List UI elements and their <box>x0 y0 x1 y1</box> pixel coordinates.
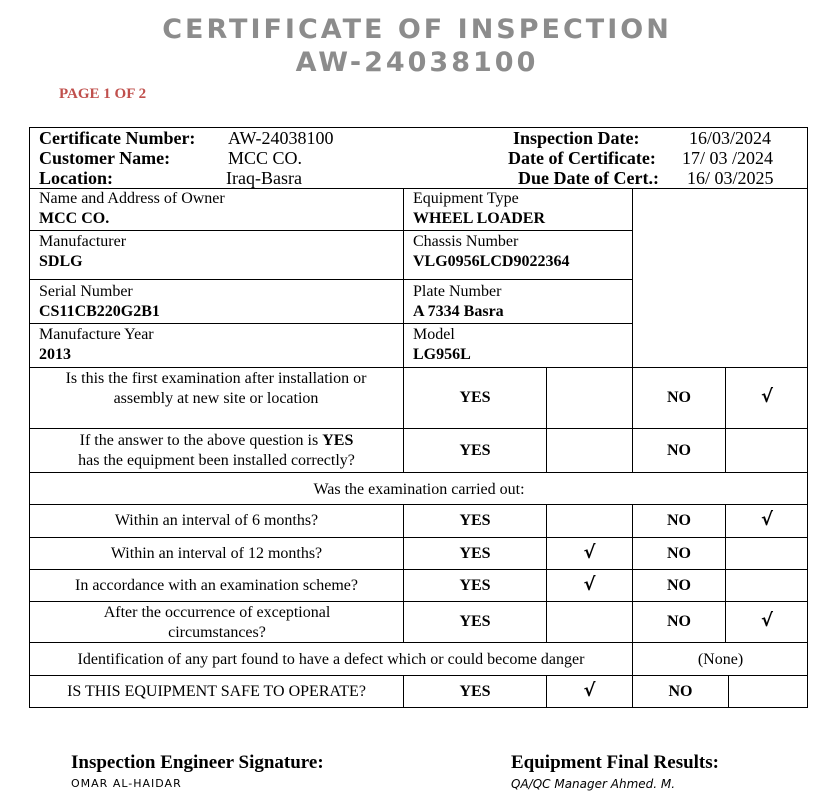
question-first-examination: Is this the first examination after installation or assembly at new site or location <box>65 370 367 407</box>
divider <box>29 537 808 538</box>
yes-label: YES <box>459 389 491 406</box>
no-label: NO <box>667 512 691 529</box>
yes-label: YES <box>459 545 491 562</box>
question-exceptional-circumstances: After the occurrence of exceptional circumstances? <box>103 604 331 641</box>
no-label: NO <box>667 577 691 594</box>
year-value: 2013 <box>39 346 71 363</box>
divider <box>29 367 808 368</box>
section-examination-heading: Was the examination carried out: <box>313 481 525 498</box>
customer-name-label: Customer Name: <box>39 148 171 168</box>
check-mark-icon: √ <box>760 386 773 407</box>
divider <box>29 428 808 429</box>
serial-value: CS11CB220G2B1 <box>39 303 160 320</box>
certificate-title: CERTIFICATE OF INSPECTION <box>162 14 672 45</box>
certificate-number-value: AW-24038100 <box>228 128 334 148</box>
final-results-signer: QA/QC Manager Ahmed. M. <box>511 777 676 791</box>
customer-name-value: MCC CO. <box>228 148 303 168</box>
question-12-months: Within an interval of 12 months? <box>110 545 323 562</box>
divider <box>546 367 547 472</box>
due-date-value: 16/ 03/2025 <box>687 168 774 188</box>
divider <box>29 569 808 570</box>
divider <box>632 504 633 708</box>
owner-value: MCC CO. <box>39 210 110 227</box>
yes-label: YES <box>459 577 491 594</box>
question-6-months: Within an interval of 6 months? <box>114 512 319 529</box>
question-installed-correctly: If the answer to the above question is YES has the equipment been installed correctly? <box>78 432 355 469</box>
equipment-type-value: WHEEL LOADER <box>413 210 546 227</box>
yes-label: YES <box>459 512 491 529</box>
no-label: NO <box>668 683 693 700</box>
divider <box>728 675 729 708</box>
equipment-type-label: Equipment Type <box>413 190 519 207</box>
location-value: Iraq-Basra <box>226 168 302 188</box>
no-label: NO <box>667 613 691 630</box>
divider <box>29 279 632 280</box>
divider <box>546 504 547 642</box>
defect-identification-label: Identification of any part found to have a defect which or could become danger <box>77 651 585 668</box>
defect-identification-value: (None) <box>697 651 744 668</box>
location-label: Location: <box>39 168 113 188</box>
check-mark-icon: √ <box>583 574 596 595</box>
certificate-date-value: 17/ 03 /2024 <box>682 148 774 168</box>
yes-label: YES <box>459 442 491 459</box>
final-results-label: Equipment Final Results: <box>511 752 719 773</box>
check-mark-icon: √ <box>583 680 596 701</box>
divider <box>29 504 808 505</box>
check-mark-icon: √ <box>760 610 773 631</box>
no-label: NO <box>667 442 691 459</box>
divider <box>725 367 726 472</box>
divider <box>29 601 808 602</box>
chassis-value: VLG0956LCD9022364 <box>413 253 570 270</box>
manufacturer-label: Manufacturer <box>39 233 127 250</box>
plate-label: Plate Number <box>413 283 502 300</box>
certificate-number-label: Certificate Number: <box>39 128 196 148</box>
plate-value: A 7334 Basra <box>413 303 504 320</box>
engineer-name: OMAR AL-HAIDAR <box>71 777 182 790</box>
model-value: LG956L <box>413 346 471 363</box>
yes-label: YES <box>459 683 491 700</box>
check-mark-icon: √ <box>583 542 596 563</box>
divider <box>29 472 808 473</box>
due-date-label: Due Date of Cert.: <box>518 168 659 188</box>
inspection-date-label: Inspection Date: <box>513 128 640 148</box>
owner-label: Name and Address of Owner <box>39 190 225 207</box>
divider <box>29 323 632 324</box>
chassis-label: Chassis Number <box>413 233 519 250</box>
model-label: Model <box>413 326 455 343</box>
divider <box>29 230 632 231</box>
question-examination-scheme: In accordance with an examination scheme? <box>75 577 358 594</box>
serial-label: Serial Number <box>39 283 133 300</box>
yes-label: YES <box>459 613 491 630</box>
manufacturer-value: SDLG <box>39 253 83 270</box>
year-label: Manufacture Year <box>39 326 154 343</box>
inspection-date-value: 16/03/2024 <box>689 128 772 148</box>
page-indicator: PAGE 1 OF 2 <box>59 86 147 102</box>
divider <box>29 675 808 676</box>
certificate-number-title: AW-24038100 <box>295 47 539 78</box>
no-label: NO <box>667 545 691 562</box>
certificate-date-label: Date of Certificate: <box>508 148 656 168</box>
divider <box>403 188 404 472</box>
divider <box>632 188 633 472</box>
no-label: NO <box>667 389 691 406</box>
check-mark-icon: √ <box>760 509 773 530</box>
engineer-signature-label: Inspection Engineer Signature: <box>71 752 324 773</box>
question-safe-to-operate: IS THIS EQUIPMENT SAFE TO OPERATE? <box>67 683 366 700</box>
